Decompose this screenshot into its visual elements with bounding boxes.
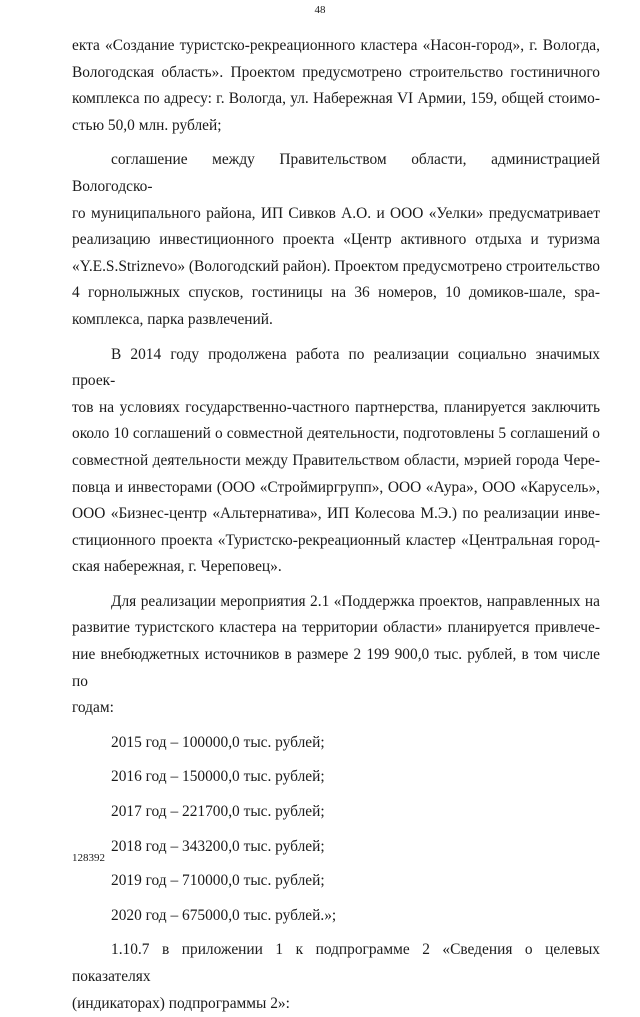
paragraph-line: комплекса по адресу: г. Вологда, ул. Набережная VI Армии, 159, общей стоимо- [72, 90, 600, 108]
paragraph-line: ООО «Бизнес-центр «Альтернатива», ИП Колесова М.Э.) по реализации инве- [72, 505, 600, 523]
paragraph-line: ская набережная, г. Череповец». [72, 558, 282, 576]
footer-code: 128392 [72, 852, 105, 864]
paragraph-line: Для реализации мероприятия 2.1 «Поддержка проектов, направленных на [111, 592, 600, 610]
paragraph-line: комплекса, парка развлечений. [72, 310, 273, 328]
list-item: 2015 год – 100000,0 тыс. рублей; [111, 733, 325, 751]
paragraph-line: соглашение между Правительством области, администрацией Вологодско- [72, 151, 600, 195]
paragraph-line: стиционного проекта «Туристско-рекреационный кластер «Центральная город- [72, 531, 600, 549]
paragraph-line: около 10 соглашений о совместной деятельности, подготовлены 5 соглашений о [72, 425, 600, 443]
paragraph-line: ние внебюджетных источников в размере 2 199 900,0 тыс. рублей, в том числе по [72, 646, 600, 690]
document-body [72, 33, 600, 1017]
list-item: 2016 год – 150000,0 тыс. рублей; [111, 768, 325, 786]
paragraph-line: реализацию инвестиционного проекта «Центр активного отдыха и туризма [72, 231, 600, 249]
paragraph-line: повца и инвесторами (ООО «Строймиргрупп», ООО «Аура», ООО «Карусель», [72, 478, 600, 496]
list-item: 2020 год – 675000,0 тыс. рублей.»; [111, 906, 337, 924]
paragraph-line: тов на условиях государственно-частного партнерства, планируется заключить [72, 398, 600, 416]
paragraph-line: екта «Создание туристско-рекреационного кластера «Насон-город», г. Вологда, [72, 37, 600, 54]
paragraph-line: стью 50,0 млн. рублей; [72, 116, 222, 134]
paragraph-line: годам: [72, 699, 114, 717]
paragraph-line: 1.10.7 в приложении 1 к подпрограмме 2 «Сведения о целевых показателях [72, 941, 600, 985]
list-item: 2018 год – 343200,0 тыс. рублей; [111, 837, 325, 855]
paragraph-line: «Y.E.S.Striznevo» (Вологодский район). Проектом предусмотрено строительство [72, 257, 600, 275]
paragraph-line: го муниципального района, ИП Сивков А.О. и ООО «Уелки» предусматривает [72, 204, 600, 222]
list-item: 2017 год – 221700,0 тыс. рублей; [111, 803, 325, 821]
paragraph-line: 4 горнолыжных спусков, гостиницы на 36 номеров, 10 домиков-шале, spa- [72, 284, 600, 302]
list-item: 2019 год – 710000,0 тыс. рублей; [111, 872, 325, 890]
paragraph-line: Вологодская область». Проектом предусмотрено строительство гостиничного [72, 63, 600, 81]
paragraph-line: развитие туристского кластера на территории области» планируется привлече- [72, 619, 600, 637]
paragraph-line: (индикаторах) подпрограммы 2»: [72, 994, 290, 1012]
page-number: 48 [314, 4, 326, 16]
paragraph-line: совместной деятельности между Правительством области, мэрией города Чере- [72, 451, 600, 469]
paragraph-line: В 2014 году продолжена работа по реализации социально значимых проек- [72, 345, 600, 390]
